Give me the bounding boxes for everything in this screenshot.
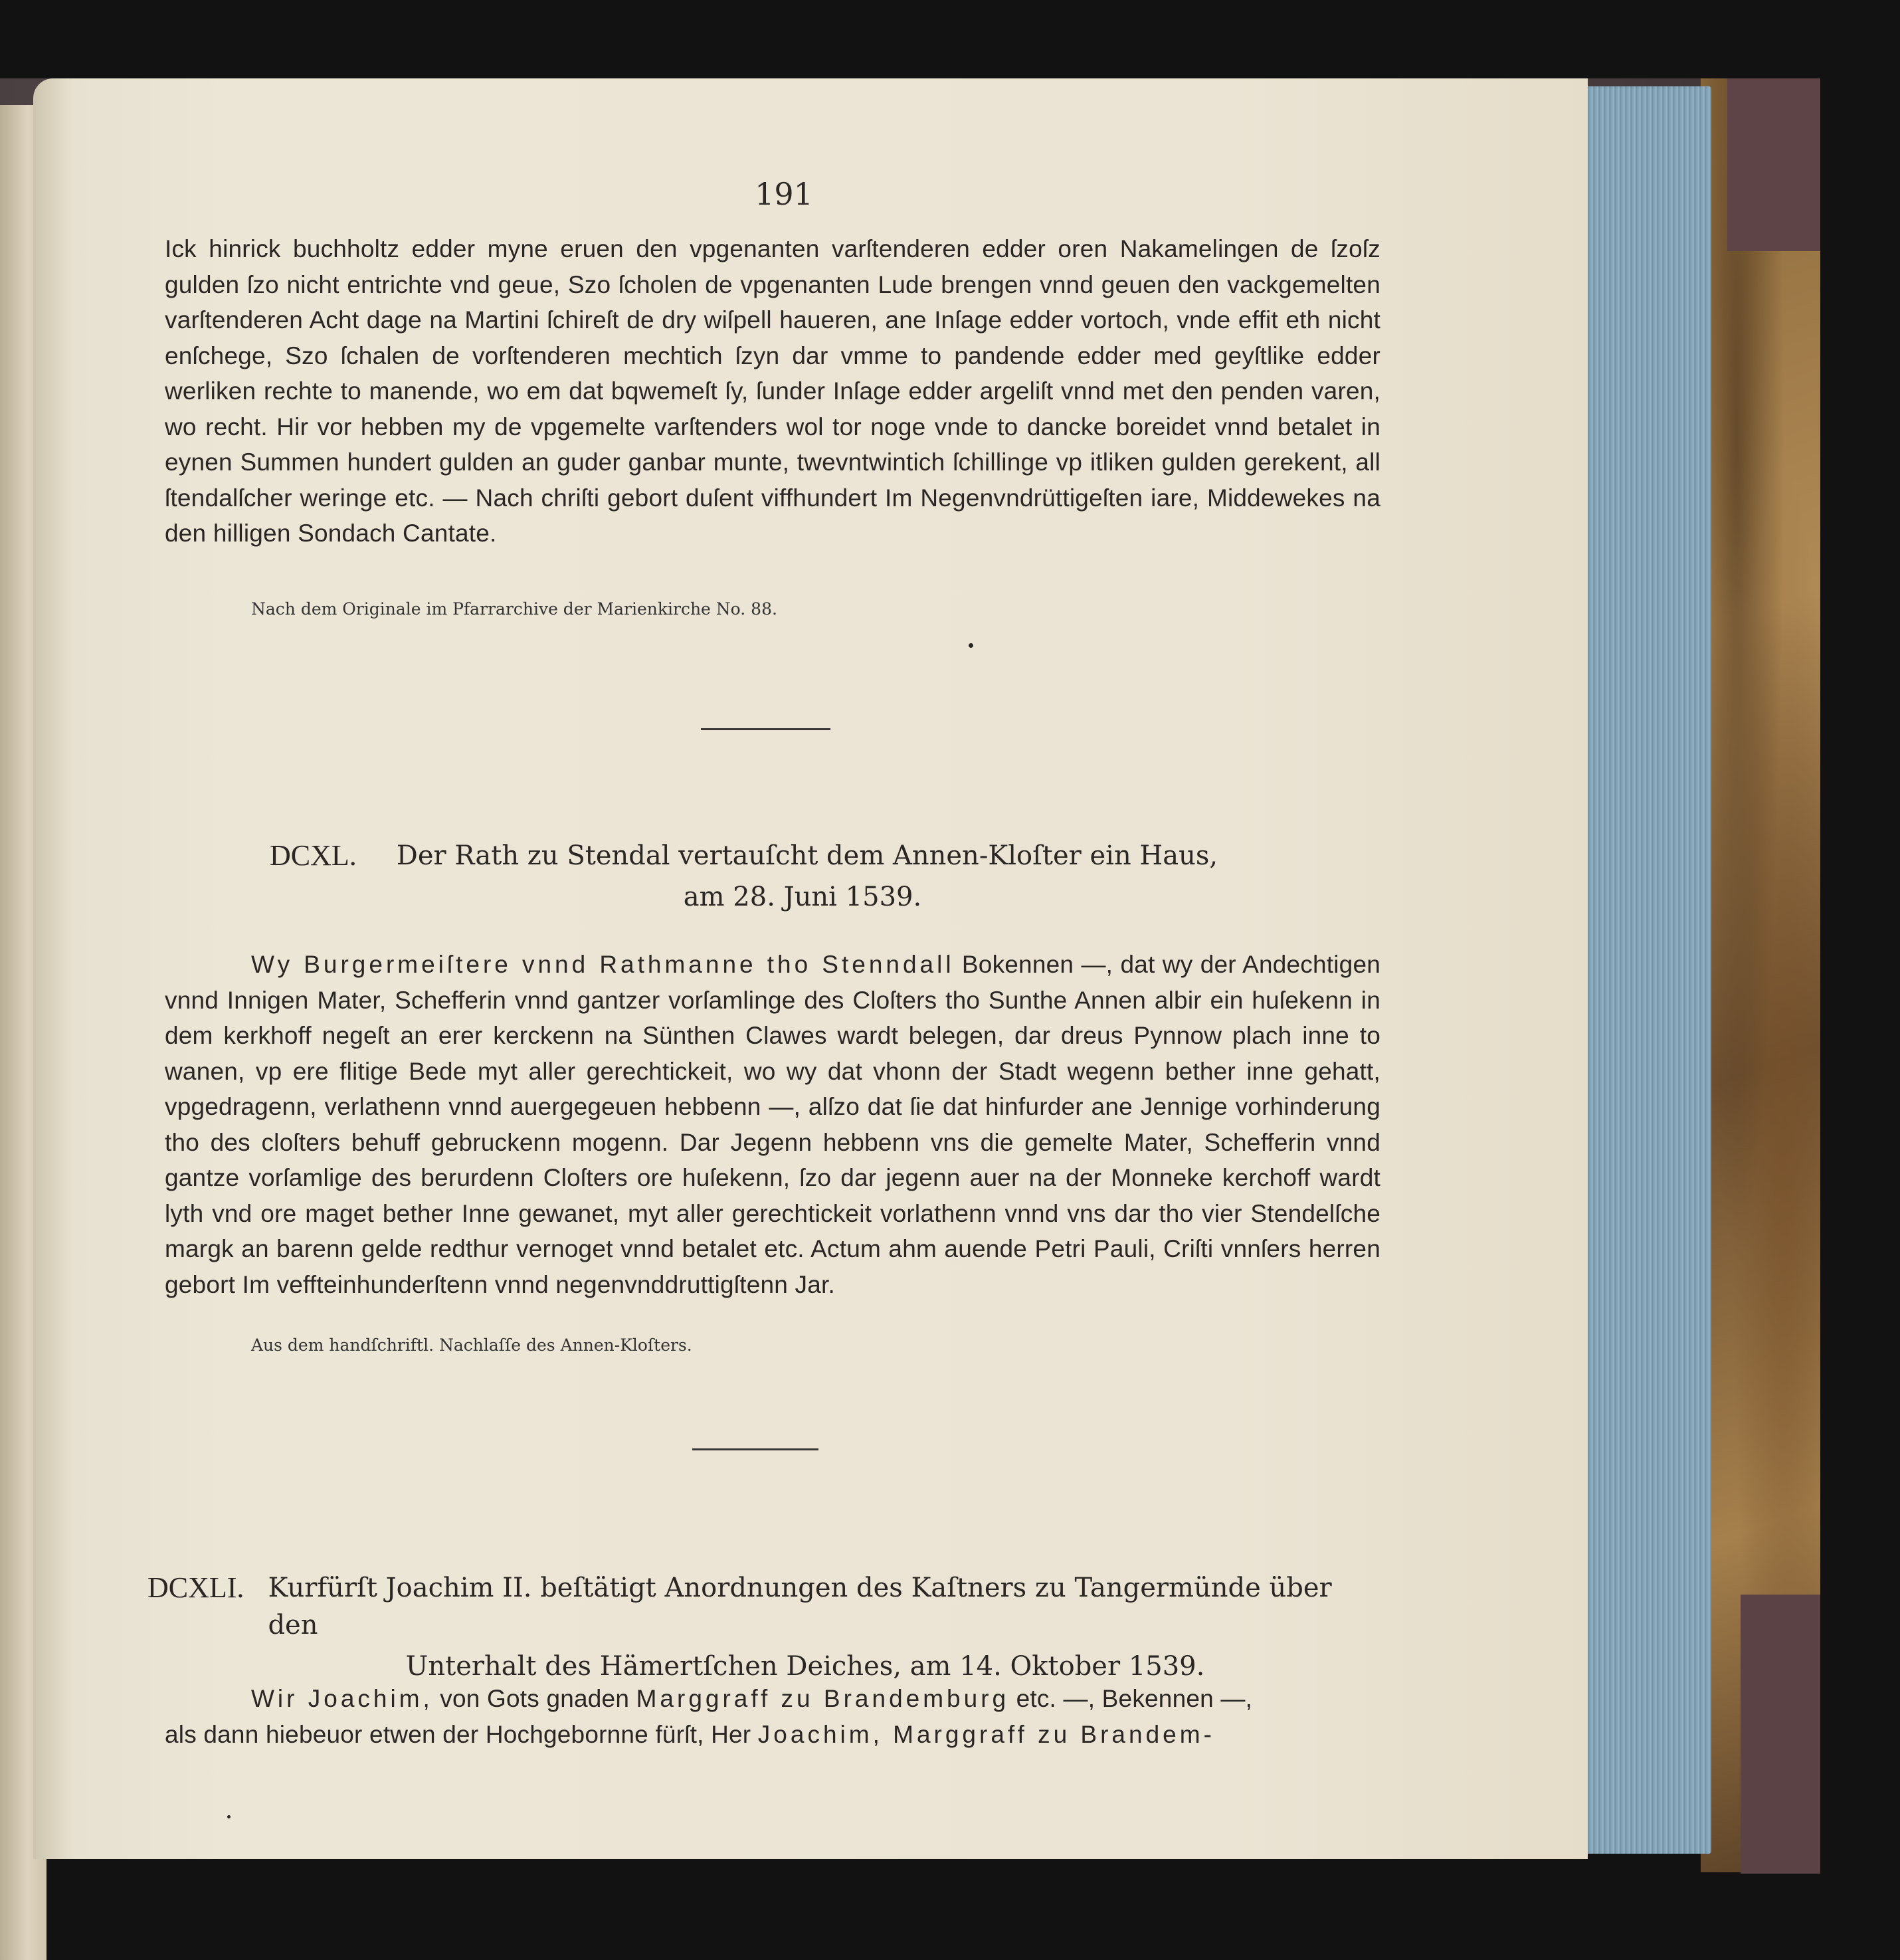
section-3-line-2-start: als dann hiebeuor etwen der Hochgebornne fürſt, Her [165,1720,751,1748]
ink-dot [969,643,973,648]
section-2-lead: Wy Burgermeiſtere vnnd Rathmanne tho Stenndall [251,951,955,978]
section-3-date: Unterhalt des Hämertſchen Deiches, am 14. Oktober 1539. [405,1651,1205,1682]
section-3-title: Kurfürſt Joachim II. beſtätigt Anordnungen des Kaſtners zu Tangermünde über den [268,1573,1332,1640]
section-3-line-2 [165,1717,1380,1753]
section-3-title-line1 [147,1569,1383,1644]
section-2-paragraph [165,947,1380,1302]
section-3-heading [147,1569,1383,1685]
back-spine-bottom [1741,1595,1820,1874]
section-2-date: am 28. Juni 1539. [683,882,922,912]
page-block-edge [1585,86,1711,1854]
section-3-line-1-mid: von Gots gnaden [440,1685,630,1712]
section-2-heading [165,837,1380,916]
section-3-line-1-name: Marggraff zu Brandemburg [636,1685,1010,1712]
section-2-source: Aus dem handſchriftl. Nachlaſſe des Annen-Kloſters. [251,1335,692,1355]
section-rule-2 [692,1448,818,1450]
page-number: 191 [755,176,813,212]
section-3-number: DCXLI. [147,1571,244,1604]
section-1-paragraph: Ick hinrick buchholtz edder myne eruen den vpgenanten varſtenderen edder oren Nakamelingen de ſzoſz gulden ſzo nicht entrichte vnd geue, Szo ſcholen de vpgenanten Lude brengen vnnd geuen den vackgemelten varſtenderen Acht dage na Martini ſchireſt de dry wiſpell haueren, ane Inſage edder vortoch, vnde effit eth nicht enſchege, Szo ſchalen de vorſtenderen mechtich ſzyn dar vmme to pandende edder med geyſtlike edder werliken rechte to manende, wo em dat bqwemeſt ſy, ſunder Inſage edder argeliſt vnnd met den penden varen, wo recht. Hir vor hebben my de vpgemelte varſtenders wol tor noge vnde to dancke boreidet vnnd betalet in eynen Summen hundert gulden an guder ganbar munte, twevntwintich ſchillinge vp itliken gulden gerekent, all ſtendalſcher weringe etc. — Nach chriſti gebort duſent viffhundert Im Negenvndrüttigeſten iare, Middewekes na den hilligen Sondach Cantate. [165,235,1380,547]
section-2-text: Bokennen —, dat wy der Andechtigen vnnd Innigen Mater, Schefferin vnnd gantzer vorſamlinge des Cloſters tho Sunthe Annen albir ein huſekenn in dem kerkhoff negeſt an erer kerckenn na Sünthen Clawes wardt belegen, dar dreus Pynnow plach inne to wanen, vp ere flitige Bede myt aller gerechtickeit, wo wy dat vhonn der Stadt wegenn bether inne gehatt, vpgedragenn, verlathenn vnnd auergegeuen hebbenn —, alſzo dat ſie dat hinfurder ane Jennige vorhinderung tho des cloſters behuff gebruckenn mogenn. Dar Jegenn hebbenn vns die gemelte Mater, Schefferin vnnd gantze vorſamlige des berurdenn Cloſters ore huſekenn, ſzo dar jegenn auer na der Monneke kerchoff wardt lyth vnd ore maget bether Inne gewanet, myt aller gerechtickeit vorlathenn vnnd vns dar tho vier Stendelſche margk an barenn gelde redthur vernoget vnnd betalet etc. Actum ahm auende Petri Pauli, Criſti vnnſers herren gebort Im veffteinhunderſtenn vnnd negenvnddruttigſtenn Jar. [165,951,1381,1298]
section-2-title: Der Rath zu Stendal vertauſcht dem Annen-Kloſter ein Haus, [396,840,1218,871]
back-spine-top [1727,78,1820,251]
ink-dot-lower [227,1815,231,1818]
section-3-lead: Wir Joachim, [251,1685,433,1712]
section-1-source: Nach dem Originale im Pfarrarchive der Marienkirche No. 88. [251,599,777,619]
section-3-paragraph [165,1681,1380,1752]
section-2-number: DCXL. [270,839,357,872]
section-rule-1 [701,728,830,730]
section-2-title-line1 [165,837,1380,874]
section-3-line-1-end: etc. —, Bekennen —, [1016,1685,1253,1712]
section-3-line-2-name: Joachim, Marggraff zu Brandem- [757,1720,1215,1748]
section-3-line-1 [165,1681,1380,1717]
